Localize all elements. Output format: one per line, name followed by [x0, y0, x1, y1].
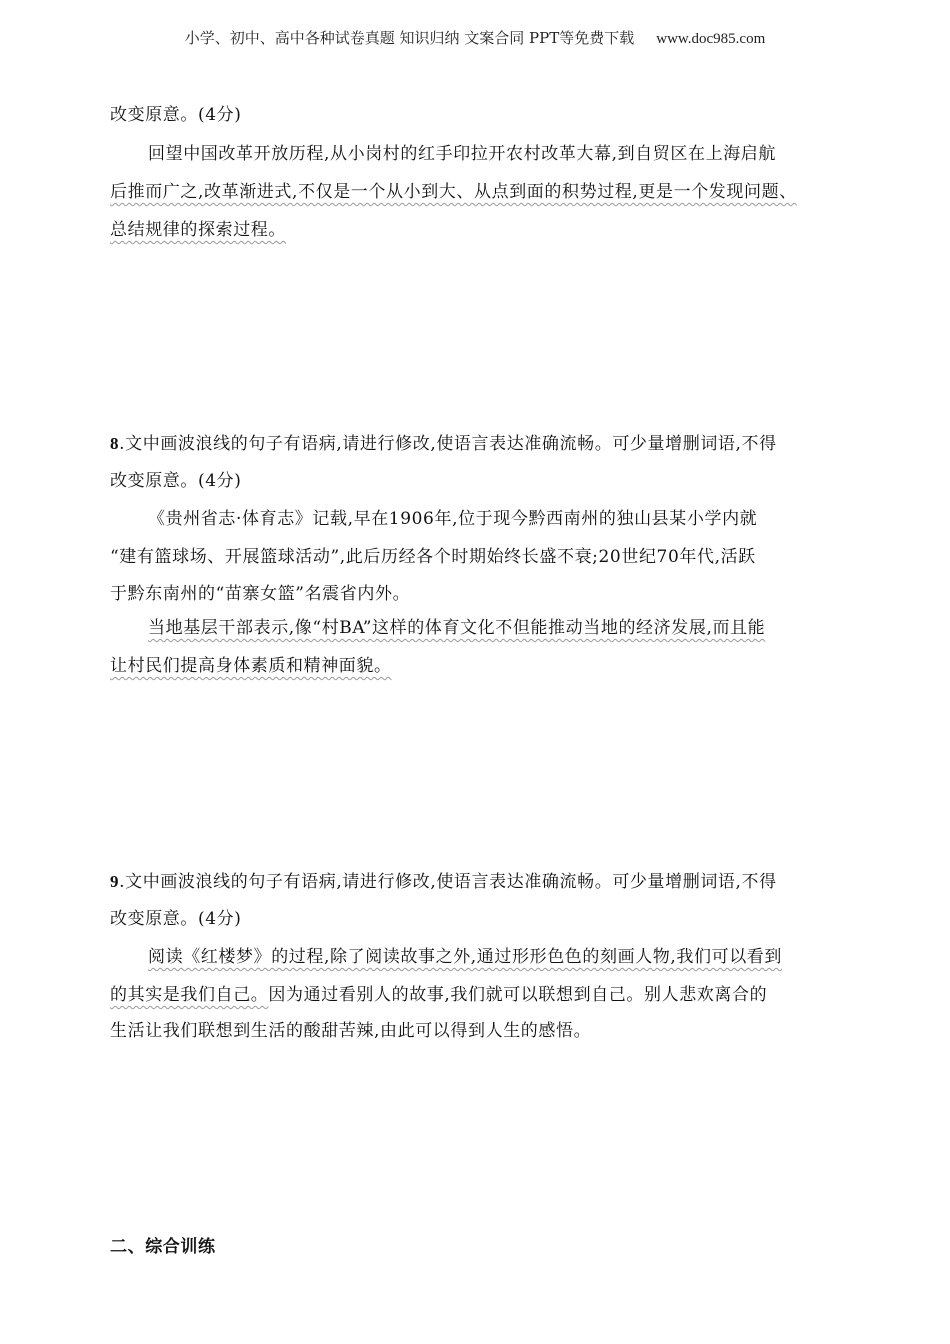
q7-prompt-tail: 改变原意。(4分): [110, 105, 242, 125]
q8-p2-line-1: [148, 617, 765, 639]
q7-line-2: [110, 181, 797, 203]
q9-number: 9: [110, 872, 120, 891]
q8-p1-line-1: 《贵州省志·体育志》记载,早在1906年,位于现今黔西南州的独山县某小学内就: [148, 509, 758, 529]
q7-line-3: [110, 219, 286, 241]
q7-line-1: 回望中国改革开放历程,从小岗村的红手印拉开农村改革大幕,到自贸区在上海启航: [148, 144, 777, 164]
q8-number: 8: [110, 434, 120, 453]
q8-wavy-line-1: 当地基层干部表示,像“村BA”这样的体育文化不但能推动当地的经济发展,而且能: [148, 618, 766, 638]
q9-line-2-rest: 因为通过看别人的故事,我们就可以联想到自己。别人悲欢离合的: [268, 985, 768, 1005]
q9-line-3: 生活让我们联想到生活的酸甜苦辣,由此可以得到人生的感悟。: [110, 1021, 592, 1041]
q9-wavy-line-2: 的其实是我们自己。: [110, 985, 269, 1005]
q7-wavy-line-3: 总结规律的探索过程。: [110, 220, 286, 240]
q8-p1-line-3: 于黔东南州的“苗寨女篮”名震省内外。: [110, 584, 411, 604]
q7-wavy-line-2: 后推而广之,改革渐进式,不仅是一个从小到大、从点到面的积势过程,更是一个发现问题、: [110, 182, 797, 202]
q9-line-2: [110, 984, 767, 1006]
q9-prompt-2: 改变原意。(4分): [110, 909, 242, 929]
q9-prompt-text: .文中画波浪线的句子有语病,请进行修改,使语言表达准确流畅。可少量增删词语,不得: [119, 872, 777, 892]
q9-wavy-line-1: 阅读《红楼梦》的过程,除了阅读故事之外,通过形形色色的刻画人物,我们可以看到: [148, 947, 783, 967]
q8-prompt-text: .文中画波浪线的句子有语病,请进行修改,使语言表达准确流畅。可少量增删词语,不得: [119, 434, 777, 454]
page-header: [0, 27, 950, 48]
q8-prompt: [110, 433, 777, 455]
section-heading: 二、综合训练: [110, 1237, 216, 1257]
q9-line-1: [148, 946, 782, 968]
q8-prompt-2: 改变原意。(4分): [110, 471, 242, 491]
q8-p1-line-2: “建有篮球场、开展篮球活动”,此后历经各个时期始终长盛不衰;20世纪70年代,活跃: [110, 547, 756, 567]
q9-prompt: [110, 871, 777, 893]
q8-wavy-line-2: 让村民们提高身体素质和精神面貌。: [110, 656, 392, 676]
header-title: 小学、初中、高中各种试卷真题 知识归纳 文案合同 PPT等免费下载: [184, 29, 635, 47]
header-site: www.doc985.com: [656, 31, 766, 47]
q8-p2-line-2: [110, 655, 392, 677]
